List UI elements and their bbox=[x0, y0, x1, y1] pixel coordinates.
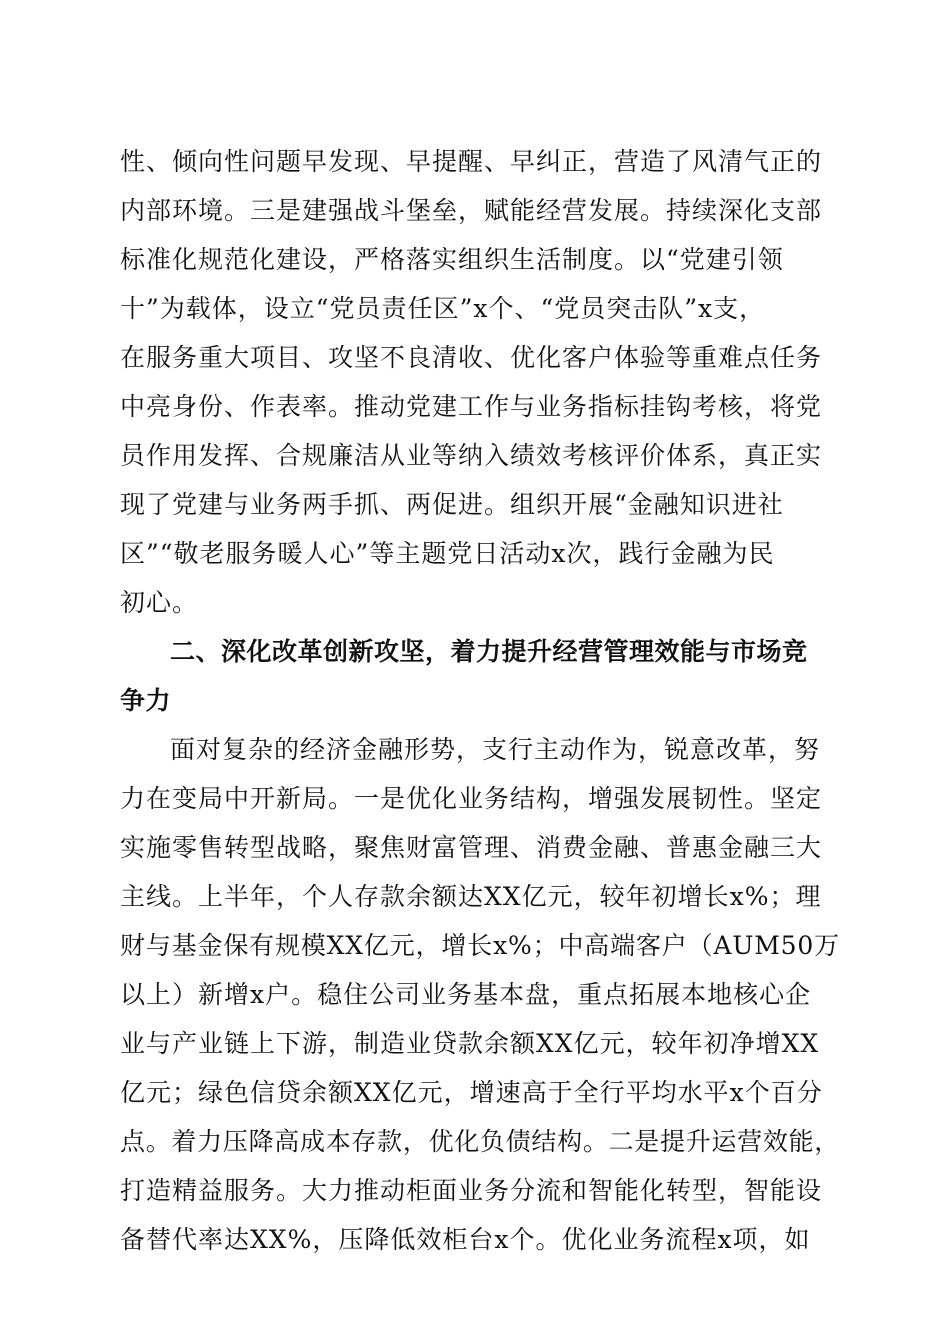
paragraph-line: 内部环境。三是建强战斗堡垒，赋能经营发展。持续深化支部 bbox=[120, 196, 823, 225]
paragraph-line: 员作用发挥、合规廉洁从业等纳入绩效考核评价体系，真正实 bbox=[120, 441, 823, 470]
paragraph-line: 面对复杂的经济金融形势，支行主动作为，锐意改革，努 bbox=[170, 735, 821, 764]
paragraph-line: 备替代率达XX%，压降低效柜台x个。优化业务流程x项，如 bbox=[120, 1225, 811, 1254]
paragraph-line: 中亮身份、作表率。推动党建工作与业务指标挂钩考核，将党 bbox=[120, 392, 823, 421]
paragraph-line: 以上）新增x户。稳住公司业务基本盘，重点拓展本地核心企 bbox=[120, 980, 812, 1009]
paragraph-line: 力在变局中开新局。一是优化业务结构，增强发展韧性。坚定 bbox=[120, 784, 823, 813]
paragraph-line: 区”“敬老服务暖人心”等主题党日活动x次，践行金融为民 bbox=[120, 539, 775, 568]
section-heading: 争力 bbox=[120, 686, 172, 715]
paragraph-line: 实施零售转型战略，聚焦财富管理、消费金融、普惠金融三大 bbox=[120, 833, 823, 862]
paragraph-line: 性、倾向性问题早发现、早提醒、早纠正，营造了风清气正的 bbox=[120, 147, 823, 176]
paragraph-line: 十”为载体，设立“党员责任区”x个、“党员突击队”x支， bbox=[120, 294, 766, 323]
paragraph-line: 财与基金保有规模XX亿元，增长x%；中高端客户（AUM50万 bbox=[120, 931, 840, 960]
paragraph-line: 业与产业链上下游，制造业贷款余额XX亿元，较年初净增XX bbox=[120, 1029, 820, 1058]
paragraph-line: 亿元；绿色信贷余额XX亿元，增速高于全行平均水平x个百分 bbox=[120, 1078, 823, 1107]
paragraph-line: 点。着力压降高成本存款，优化负债结构。二是提升运营效能， bbox=[120, 1127, 841, 1156]
paragraph-line: 主线。上半年，个人存款余额达XX亿元，较年初增长x%；理 bbox=[120, 882, 822, 911]
paragraph-line: 现了党建与业务两手抓、两促进。组织开展“金融知识进社 bbox=[120, 490, 784, 519]
paragraph-line: 在服务重大项目、攻坚不良清收、优化客户体验等重难点任务 bbox=[120, 343, 823, 372]
paragraph-line: 标准化规范化建设，严格落实组织生活制度。以“党建引领 bbox=[120, 245, 784, 274]
paragraph-line: 打造精益服务。大力推动柜面业务分流和智能化转型，智能设 bbox=[120, 1176, 823, 1205]
section-heading: 二、深化改革创新攻坚，着力提升经营管理效能与市场竞 bbox=[170, 637, 808, 666]
paragraph-line: 初心。 bbox=[120, 588, 199, 617]
